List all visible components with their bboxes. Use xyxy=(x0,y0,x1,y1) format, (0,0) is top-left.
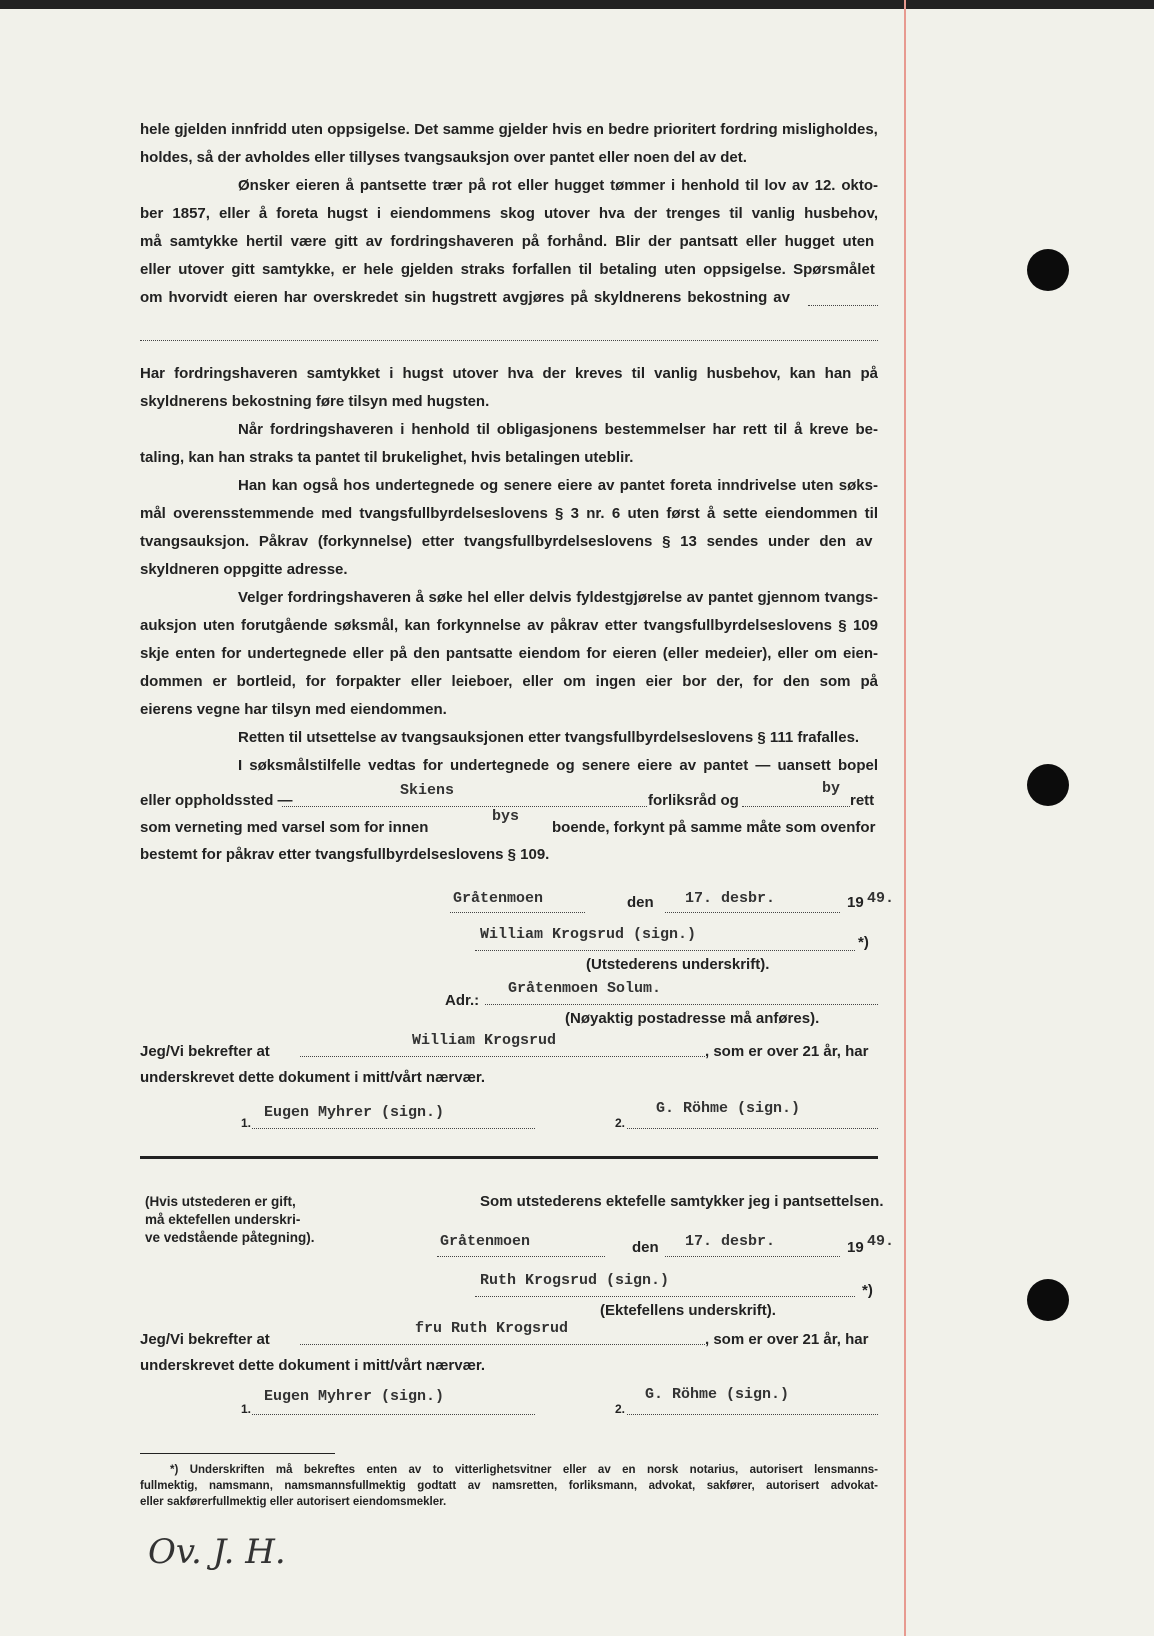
witness-subject: fru Ruth Krogsrud xyxy=(415,1320,569,1337)
witness-suffix: , som er over 21 år, har xyxy=(705,1043,869,1060)
footnote xyxy=(140,1462,878,1510)
body-text-line: Velger fordringshaveren å søke hel eller delvis fyldestgjørelse av pantet gjennom tvangs- xyxy=(238,589,878,606)
body-text-line: Har fordringshaveren samtykket i hugst utover hva der kreves til vanlig husbehov, kan han på xyxy=(140,365,878,382)
venue-prefix: eller oppholdssted — xyxy=(140,792,293,809)
spouse-place: Gråtenmoen xyxy=(440,1233,531,1250)
body-text-line: eierens vegne har tilsyn med eiendommen. xyxy=(140,701,447,718)
body-text-line: om hvorvidt eieren har overskredet sin hugstrett avgjøres på skyldnerens bekostning av xyxy=(140,289,790,306)
venue-line3: bestemt for påkrav etter tvangsfullbyrdelseslovens § 109. xyxy=(140,846,550,863)
witness-1-line xyxy=(252,1414,535,1415)
body-text-line: auksjon uten forutgående søksmål, kan forkynnelse av påkrav etter tvangsfullbyrdelseslovens § 109 xyxy=(140,617,878,634)
body-text-line: I søksmålstilfelle vedtas for undertegnede og senere eiere av pantet — uansett bopel xyxy=(238,757,878,774)
signature-line xyxy=(475,1296,855,1297)
dotted-fill xyxy=(808,305,878,306)
body-text-line: må samtykke hertil være gitt av fordringshaveren på forhånd. Blir der pantsatt eller hugget uten xyxy=(140,233,875,250)
issuer-place: Gråtenmoen xyxy=(453,890,544,907)
body-text-line: Han kan også hos undertegnede og senere eiere av pantet foreta inndrivelse uten søks- xyxy=(238,477,878,494)
spouse-note xyxy=(145,1193,315,1247)
witness-line xyxy=(300,1056,705,1057)
witness-prefix: Jeg/Vi bekrefter at xyxy=(140,1331,270,1348)
body-text-line: Når fordringshaveren i henhold til obligasjonens bestemmelser har rett til å kreve be- xyxy=(238,421,878,438)
scan-edge xyxy=(0,0,1154,9)
date-line xyxy=(665,912,840,913)
venue-mid: forliksråd og xyxy=(648,792,739,809)
address-line xyxy=(485,1004,878,1005)
spouse-note-line: ve vedstående påtegning). xyxy=(145,1230,315,1245)
witness-line xyxy=(300,1344,705,1345)
body-text-line: hele gjelden innfridd uten oppsigelse. Det samme gjelder hvis en bedre prioritert fordring misligholdes, xyxy=(140,121,878,138)
spouse-date: 17. desbr. xyxy=(685,1233,776,1250)
venue-line2-suffix: boende, forkynt på samme måte som ovenfor xyxy=(552,819,876,836)
body-text-line: mål overensstemmende med tvangsfullbyrdelseslovens § 3 nr. 6 uten først å sette eiendommen til xyxy=(140,505,878,522)
place-line xyxy=(437,1256,605,1257)
issuer-year: 49. xyxy=(867,890,895,907)
footnote-mark: *) xyxy=(862,1282,873,1299)
signature-caption: (Ektefellens underskrift). xyxy=(600,1302,776,1319)
body-text-line: Retten til utsettelse av tvangsauksjonen etter tvangsfullbyrdelseslovens § 111 frafalles. xyxy=(238,729,860,746)
address-label: Adr.: xyxy=(445,992,480,1009)
body-text-line: skyldnerens bekostning føre tilsyn med hugsten. xyxy=(140,393,490,410)
den-label: den xyxy=(627,894,654,911)
body-text-line: Ønsker eieren å pantsette trær på rot eller hugget tømmer i henhold til lov av 12. okto- xyxy=(238,177,878,194)
footnote-line: eller sakførerfullmektig eller autorisert eiendomsmekler. xyxy=(140,1496,447,1508)
witness-line2: underskrevet dette dokument i mitt/vårt nærvær. xyxy=(140,1357,486,1374)
body-text-line: dommen er bortleid, for forpakter eller leieboer, eller om ingen eier bor der, for den som på xyxy=(140,673,878,690)
witness-number: 1. xyxy=(241,1402,252,1416)
spouse-signature: Ruth Krogsrud (sign.) xyxy=(480,1272,670,1289)
witness-number: 1. xyxy=(241,1116,252,1130)
punch-hole xyxy=(1027,1279,1069,1321)
signature-line xyxy=(475,950,855,951)
body-text-line: skyldneren oppgitte adresse. xyxy=(140,561,348,578)
body-text-line: eller utover gitt samtykke, er hele gjelden straks forfallen til betaling uten oppsigelse. Spørsmålet xyxy=(140,261,875,278)
date-line xyxy=(665,1256,840,1257)
body-text-line: holdes, så der avholdes eller tillyses tvangsauksjon over pantet eller noen del av det. xyxy=(140,149,747,166)
body-text-line: tvangsauksjon. Påkrav (forkynnelse) etter tvangsfullbyrdelseslovens § 13 sendes under den av xyxy=(140,533,873,550)
witness-prefix: Jeg/Vi bekrefter at xyxy=(140,1043,270,1060)
punch-hole xyxy=(1027,764,1069,806)
venue-suffix: rett xyxy=(850,792,875,809)
spouse-note-line: må ektefellen underskri- xyxy=(145,1212,301,1227)
footnote-line: *) Underskriften må bekreftes enten av to vitterlighetsvitner eller av en norsk notarius, autorisert lensmanns- xyxy=(170,1464,878,1476)
den-label: den xyxy=(632,1239,659,1256)
address-caption: (Nøyaktig postadresse må anføres). xyxy=(565,1010,820,1027)
footnote-line: fullmektig, namsmann, namsmannsfullmektig godtatt av namsretten, forliksmann, advokat, sakfører, autorisert advokat- xyxy=(140,1480,878,1492)
venue-city-line xyxy=(282,806,647,807)
place-line xyxy=(450,912,585,913)
witness-suffix: , som er over 21 år, har xyxy=(705,1331,869,1348)
witness-number: 2. xyxy=(615,1116,626,1130)
issuer-signature: William Krogsrud (sign.) xyxy=(480,926,697,943)
witness-2-name: G. Röhme (sign.) xyxy=(645,1386,790,1403)
year-prefix: 19 xyxy=(847,1239,864,1256)
witness-2-line xyxy=(627,1414,878,1415)
body-text-line: skje enten for undertegnede eller på den pantsatte eiendom for eieren (eller medeier), eller om eien- xyxy=(140,645,878,662)
spouse-consent: Som utstederens ektefelle samtykker jeg i pantsettelsen. xyxy=(480,1193,884,1210)
spouse-note-line: (Hvis utstederen er gift, xyxy=(145,1194,296,1209)
signature-caption: (Utstederens underskrift). xyxy=(586,956,770,973)
venue-court-line xyxy=(742,806,850,807)
dotted-fill xyxy=(140,340,878,341)
body-text-line: ber 1857, eller å foreta hugst i eiendommens skog utover hva der trenges til vanlig husbehov, xyxy=(140,205,878,222)
venue-line2: som verneting med varsel som for innen xyxy=(140,819,429,836)
handwritten-initials: Ov. J. H. xyxy=(148,1532,286,1572)
witness-number: 2. xyxy=(615,1402,626,1416)
body-text-line: taling, kan han straks ta pantet til brukelighet, hvis betalingen uteblir. xyxy=(140,449,634,466)
section-divider xyxy=(140,1156,878,1159)
footnote-rule xyxy=(140,1453,335,1454)
witness-2-line xyxy=(627,1128,878,1129)
witness-subject: William Krogsrud xyxy=(412,1032,557,1049)
venue-court: by xyxy=(822,780,841,797)
margin-line xyxy=(904,0,906,1636)
witness-1-line xyxy=(252,1128,535,1129)
witness-1-name: Eugen Myhrer (sign.) xyxy=(264,1104,445,1121)
footnote-mark: *) xyxy=(858,934,869,951)
year-prefix: 19 xyxy=(847,894,864,911)
witness-line2: underskrevet dette dokument i mitt/vårt nærvær. xyxy=(140,1069,486,1086)
witness-1-name: Eugen Myhrer (sign.) xyxy=(264,1388,445,1405)
spouse-year: 49. xyxy=(867,1233,895,1250)
punch-hole xyxy=(1027,249,1069,291)
venue-city: Skiens xyxy=(400,782,455,799)
witness-2-name: G. Röhme (sign.) xyxy=(656,1100,801,1117)
issuer-date: 17. desbr. xyxy=(685,890,776,907)
issuer-address: Gråtenmoen Solum. xyxy=(508,980,662,997)
venue-within: bys xyxy=(492,808,520,825)
